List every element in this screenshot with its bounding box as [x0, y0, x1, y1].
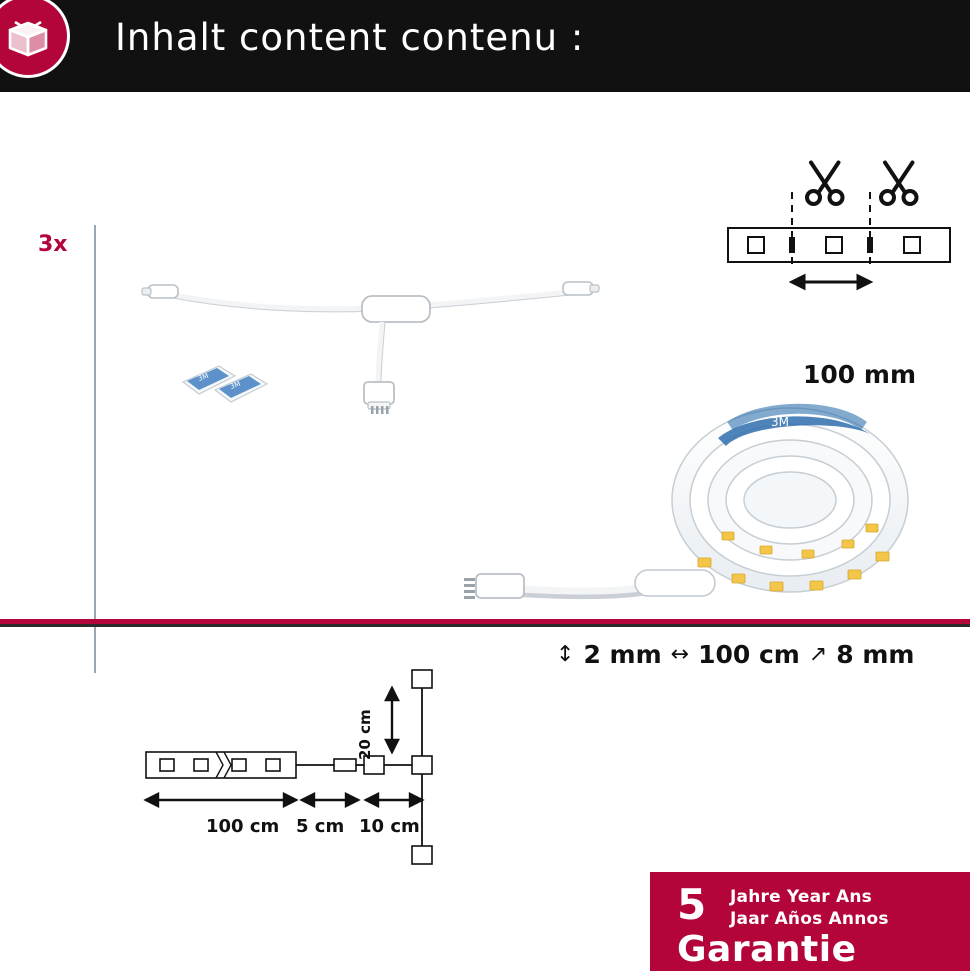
schematic-connector-segment-label: 10 cm: [359, 816, 420, 837]
vertical-arrows-icon: ↕: [556, 642, 575, 667]
divider-dark: [0, 624, 970, 627]
quantity-label: 3x: [38, 232, 68, 257]
svg-text:3M: 3M: [229, 379, 242, 391]
page-header: [0, 0, 970, 92]
scissors-icon: [807, 163, 843, 205]
strip-dimensions-row: [556, 640, 914, 669]
page-title: Inhalt content contenu :: [115, 16, 585, 59]
strip-length-value: 100 cm: [698, 640, 800, 669]
svg-text:3M: 3M: [197, 371, 210, 383]
open-box-icon: [0, 0, 70, 78]
warranty-line-1: Jahre Year Ans: [730, 887, 872, 907]
schematic-cable-segment-label: 5 cm: [296, 816, 345, 837]
vertical-rule: [94, 225, 96, 673]
cut-interval-label: 100 mm: [803, 360, 916, 389]
content-panel: [0, 92, 970, 669]
schematic-vertical-segment-label: 20 cm: [356, 709, 374, 760]
led-strip-roll-illustration: [450, 382, 950, 632]
schematic-strip-length-label: 100 cm: [206, 816, 280, 837]
warranty-headline: Garantie: [677, 929, 857, 970]
warranty-badge: [650, 872, 970, 971]
cut-interval-illustration: [718, 152, 958, 342]
diagonal-arrow-icon: ↗: [808, 642, 828, 667]
schematic-illustration: [120, 660, 480, 870]
scissors-icon: [881, 163, 917, 205]
warranty-line-2: Jaar Años Annos: [730, 909, 889, 929]
strip-height-value: 2 mm: [583, 640, 662, 669]
svg-text:3M: 3M: [771, 415, 789, 429]
strip-width-value: 8 mm: [836, 640, 915, 669]
adhesive-pads-illustration: [175, 354, 275, 414]
warranty-years: 5: [677, 880, 707, 929]
horizontal-arrows-icon: ↔: [670, 642, 690, 667]
